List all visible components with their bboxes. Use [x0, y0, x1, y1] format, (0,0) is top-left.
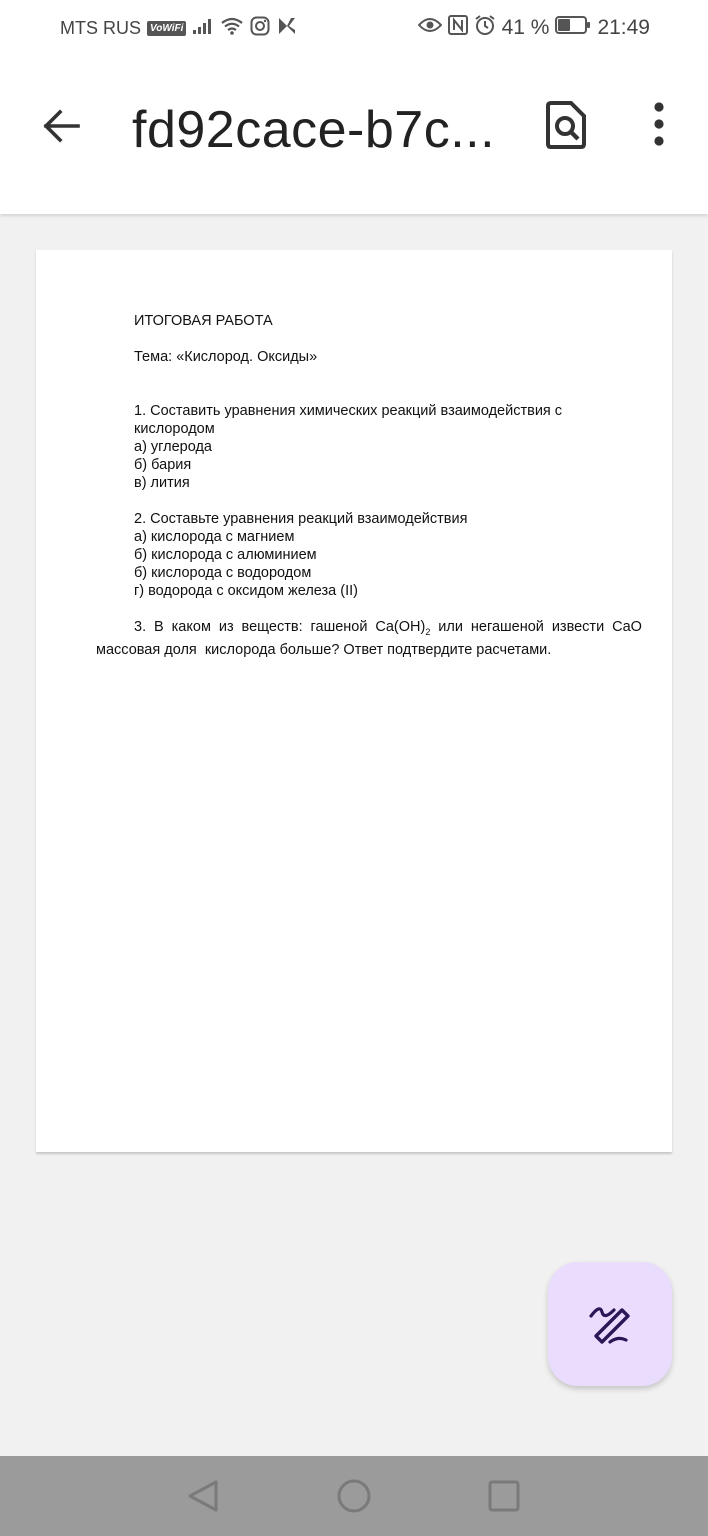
alarm-icon: [474, 14, 496, 42]
q3-word: гашеной: [310, 619, 368, 635]
question-3-line-2: массовая доля кислорода больше? Ответ подтвердите расчетами.: [96, 641, 552, 658]
wifi-icon: [220, 16, 244, 41]
q3-word: извести: [551, 619, 605, 635]
q3-word: каком: [171, 619, 211, 635]
app-bar: [0, 54, 708, 214]
q3-word: из: [218, 619, 234, 635]
battery-percent: 41 %: [501, 16, 550, 39]
nfc-icon: [448, 15, 468, 41]
system-navigation-bar: [0, 1456, 708, 1536]
edit-pencil-icon: [588, 1302, 632, 1346]
vowifi-badge: VoWiFi: [147, 21, 186, 36]
document-page: [36, 250, 672, 1152]
more-vert-icon: [646, 102, 672, 146]
back-button[interactable]: [40, 104, 84, 148]
question-1-line-1: 1. Составить уравнения химических реакций взаимодействия с: [134, 403, 563, 419]
question-3-line-1: [96, 618, 642, 641]
battery-icon: [555, 16, 591, 40]
document-search-icon: [544, 100, 588, 150]
question-3: [96, 618, 642, 659]
question-1-line-2: кислородом: [134, 421, 215, 437]
question-1-item: б) бария: [134, 457, 192, 473]
q3-word: 3.: [134, 619, 147, 635]
back-arrow-icon: [40, 104, 84, 148]
document-title: fd92cace-b7c...: [132, 101, 496, 159]
find-in-document-button[interactable]: [544, 100, 588, 150]
nav-home-icon: [334, 1476, 374, 1516]
status-right: [418, 14, 650, 42]
edit-fab-button[interactable]: [548, 1262, 672, 1386]
question-2-item: г) водорода с оксидом железа (II): [134, 583, 358, 599]
nav-home-button[interactable]: [334, 1476, 374, 1516]
status-bar: [0, 0, 708, 54]
app-notification-icon: [276, 16, 296, 41]
q3-formula: [375, 618, 430, 641]
question-2-item: а) кислорода с магнием: [134, 529, 295, 545]
q3-word: В: [154, 619, 164, 635]
eye-icon: [418, 16, 442, 40]
question-2-item: б) кислорода с водородом: [134, 565, 312, 581]
q3-formula-subscript: 2: [425, 626, 431, 637]
q3-word: или: [438, 619, 463, 635]
more-options-button[interactable]: [646, 102, 672, 146]
instagram-icon: [250, 16, 270, 41]
question-1-item: а) углерода: [134, 439, 213, 455]
carrier-name: MTS RUS: [60, 18, 141, 38]
nav-back-button[interactable]: [184, 1476, 224, 1516]
document-topic: Тема: «Кислород. Оксиды»: [134, 349, 318, 365]
q3-word: CaO: [612, 619, 642, 635]
q3-formula-text: Ca(OH): [375, 619, 426, 635]
question-2-item: б) кислорода с алюминием: [134, 547, 317, 563]
nav-recents-icon: [484, 1476, 524, 1516]
nav-recents-button[interactable]: [484, 1476, 524, 1516]
q3-word: негашеной: [470, 619, 544, 635]
nav-back-icon: [184, 1476, 224, 1516]
question-1-item: в) лития: [134, 475, 190, 491]
document-heading: ИТОГОВАЯ РАБОТА: [134, 313, 273, 329]
question-2-line-1: 2. Составьте уравнения реакций взаимодействия: [134, 511, 468, 527]
signal-icon: [192, 17, 214, 40]
q3-word: веществ:: [241, 619, 303, 635]
clock: 21:49: [597, 16, 650, 39]
status-left: [60, 16, 296, 41]
